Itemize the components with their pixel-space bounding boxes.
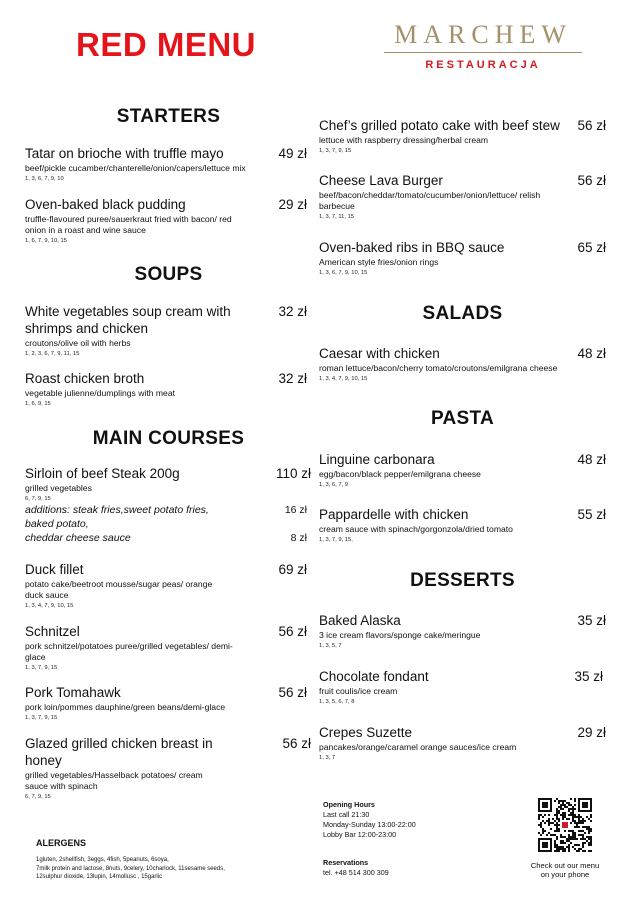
dish-description: pancakes/orange/caramel orange sauces/ice cream bbox=[319, 742, 517, 752]
dish-allergens: 1, 3, 7, 9, 15 bbox=[25, 665, 58, 671]
dish-price: 110 zł bbox=[275, 466, 311, 481]
reservations-title: Reservations bbox=[323, 858, 369, 867]
dish-name: Sirloin of beef Steak 200g bbox=[25, 466, 180, 481]
section-title-main-courses: MAIN COURSES bbox=[92, 428, 245, 449]
allergens-title: ALERGENS bbox=[36, 838, 87, 848]
dish-allergens: 1, 2, 3, 6, 7, 9, 11, 15 bbox=[25, 351, 80, 357]
dish-price: 56 zł bbox=[282, 736, 311, 751]
dish-description: lettuce with raspberry dressing/herbal cream bbox=[319, 135, 489, 145]
dish-description: beef/bacon/cheddar/tomato/cucumber/onion/lettuce/ relish barbecue bbox=[319, 190, 541, 211]
dish-description: grilled vegetables bbox=[25, 483, 92, 493]
dish-item bbox=[25, 303, 307, 358]
additions-block bbox=[25, 503, 307, 545]
dish-price: 56 zł bbox=[577, 173, 606, 188]
allergens-list bbox=[36, 856, 312, 882]
dish-item bbox=[25, 684, 307, 722]
additions-line: additions: steak fries,sweet potato fries, bbox=[25, 504, 209, 516]
dish-price: 56 zł bbox=[577, 118, 606, 133]
dish-price: 65 zł bbox=[577, 240, 606, 255]
dish-name: Pork Tomahawk bbox=[25, 685, 121, 700]
dish-name: Glazed grilled chicken breast in honey bbox=[25, 736, 213, 768]
dish-description: American style fries/onion rings bbox=[319, 257, 439, 267]
dish-price: 56 zł bbox=[278, 624, 307, 639]
dish-item bbox=[319, 451, 606, 489]
dish-allergens: 1, 3, 7, 9, 15, bbox=[319, 537, 353, 543]
dish-item bbox=[319, 239, 606, 277]
dish-name: Oven-baked black pudding bbox=[25, 197, 186, 212]
dish-allergens: 1, 3, 6, 7, 9, 10, 15 bbox=[319, 270, 368, 276]
dish-item bbox=[25, 465, 311, 503]
dish-description: cream sauce with spinach/gorgonzola/dried tomato bbox=[319, 524, 513, 534]
brand-name: MARCHEW bbox=[394, 20, 572, 49]
section-title-pasta: PASTA bbox=[430, 408, 495, 429]
dish-item bbox=[25, 561, 307, 610]
brand-divider bbox=[384, 52, 582, 53]
dish-name: Cheese Lava Burger bbox=[319, 173, 443, 188]
dish-description: truffle-flavoured puree/sauerkraut fried with bacon/ red onion in a roast and wine sauce bbox=[25, 214, 232, 235]
dish-price: 32 zł bbox=[278, 304, 307, 319]
last-call: Last call 21:30 bbox=[323, 810, 370, 819]
dish-price: 35 zł bbox=[574, 669, 603, 684]
brand-subtitle: RESTAURACJA bbox=[425, 59, 541, 71]
qr-code-icon bbox=[538, 798, 592, 852]
dish-description: vegetable julienne/dumplings with meat bbox=[25, 388, 176, 398]
opening-hours bbox=[323, 800, 416, 878]
dish-name: Chef’s grilled potato cake with beef stew bbox=[319, 118, 560, 133]
dish-item bbox=[319, 345, 606, 383]
dish-name: Oven-baked ribs in BBQ sauce bbox=[319, 240, 505, 255]
allergens-line: 7milk protein and lactose, 8nuts, 9celery, 10charlock, 11sesame seeds, bbox=[36, 865, 225, 872]
menu-title: RED MENU bbox=[76, 26, 257, 63]
dish-description: croutons/olive oil with herbs bbox=[25, 338, 131, 348]
dish-allergens: 1, 3, 6, 7, 9 bbox=[319, 482, 349, 488]
allergens-line: 12sulphur dioxide, 13lupin, 14mollusc , 15garlic bbox=[36, 874, 163, 880]
dish-item bbox=[25, 196, 307, 245]
dish-price: 48 zł bbox=[577, 452, 606, 467]
dish-description: beef/pickle cucamber/chanterelle/onion/capers/lettuce mix bbox=[25, 163, 246, 173]
dish-allergens: 1, 3, 6, 7, 9, 10 bbox=[25, 176, 64, 182]
additions-price: 16 zł bbox=[284, 504, 307, 516]
dish-allergens: 1, 3, 4, 7, 9, 10, 15 bbox=[319, 376, 368, 382]
dish-allergens: 1, 3, 7, 9, 15 bbox=[319, 148, 352, 154]
dish-name: Caesar with chicken bbox=[319, 346, 440, 361]
dish-name: Tatar on brioche with truffle mayo bbox=[25, 146, 224, 161]
allergens-legend bbox=[36, 838, 312, 882]
dish-allergens: 1, 3, 5, 7 bbox=[319, 643, 342, 649]
dish-name: Pappardelle with chicken bbox=[319, 507, 469, 522]
section-title-soups: SOUPS bbox=[134, 264, 203, 285]
dish-allergens: 1, 3, 7 bbox=[319, 755, 336, 761]
additions-price: 8 zł bbox=[290, 532, 307, 544]
opening-hours-title: Opening Hours bbox=[323, 800, 375, 809]
dish-item bbox=[319, 506, 606, 544]
dish-item bbox=[319, 172, 606, 221]
dish-description: 3 ice cream flavors/sponge cake/meringue bbox=[319, 630, 481, 640]
qr-caption-line: Check out our menu bbox=[530, 861, 600, 870]
dish-allergens: 1, 3, 7, 11, 15 bbox=[319, 214, 355, 220]
dish-description: fruit coulis/ice cream bbox=[319, 686, 398, 696]
dish-price: 56 zł bbox=[278, 685, 307, 700]
reservations-phone: tel. +48 514 300 309 bbox=[323, 868, 389, 877]
dish-item bbox=[319, 724, 606, 762]
dish-item bbox=[319, 612, 606, 650]
section-title-desserts: DESSERTS bbox=[410, 570, 515, 591]
dish-item bbox=[25, 623, 307, 672]
dish-description: egg/bacon/black pepper/emilgrana cheese bbox=[319, 469, 481, 479]
dish-price: 55 zł bbox=[577, 507, 606, 522]
dish-name: Chocolate fondant bbox=[319, 669, 429, 684]
dish-description: pork schnitzel/potatoes puree/grilled vegetables/ demi-glace bbox=[25, 641, 233, 662]
dish-name: Crepes Suzette bbox=[319, 725, 413, 740]
dish-price: 29 zł bbox=[577, 725, 606, 740]
qr-code[interactable] bbox=[538, 798, 592, 852]
dish-name: Schnitzel bbox=[25, 624, 80, 639]
hours-weekly: Monday-Sunday 13:00-22:00 bbox=[323, 820, 416, 829]
additions-line: cheddar cheese sauce bbox=[25, 532, 131, 544]
dish-allergens: 1, 6, 7, 9, 10, 15 bbox=[25, 238, 67, 244]
dish-item bbox=[25, 735, 311, 801]
qr-caption bbox=[520, 862, 610, 879]
dish-item bbox=[319, 117, 606, 155]
dish-allergens: 1, 6, 9, 15 bbox=[25, 401, 51, 407]
dish-name: White vegetables soup cream with shrimps and chicken bbox=[25, 304, 231, 336]
section-title-salads: SALADS bbox=[422, 303, 503, 324]
dish-price: 32 zł bbox=[278, 371, 307, 386]
hours-lobby-bar: Lobby Bar 12:00-23:00 bbox=[323, 830, 397, 839]
dish-description: pork loin/pommes dauphine/green beans/demi-glace bbox=[25, 702, 226, 712]
dish-item bbox=[319, 668, 603, 706]
dish-description: roman lettuce/bacon/cherry tomato/croutons/emilgrana cheese bbox=[319, 363, 558, 373]
dish-price: 48 zł bbox=[577, 346, 606, 361]
dish-allergens: 6, 7, 9, 15 bbox=[25, 794, 51, 800]
section-title-starters: STARTERS bbox=[116, 106, 221, 127]
qr-caption-line: on your phone bbox=[540, 869, 590, 879]
dish-name: Linguine carbonara bbox=[319, 452, 435, 467]
dish-price: 49 zł bbox=[278, 146, 307, 161]
brand-logo bbox=[376, 20, 590, 71]
dish-allergens: 1, 3, 4, 7, 9, 10, 15 bbox=[25, 603, 74, 609]
dish-item bbox=[25, 370, 307, 408]
dish-price: 29 zł bbox=[278, 197, 307, 212]
allergens-line: 1gluten, 2shellfish, 3eggs, 4fish, 5peanuts, 6soya, bbox=[36, 857, 169, 863]
dish-allergens: 1, 3, 5, 6, 7, 8 bbox=[319, 699, 355, 705]
dish-price: 69 zł bbox=[278, 562, 307, 577]
dish-description: grilled vegetables/Hasselback potatoes/ cream sauce with spinach bbox=[25, 770, 203, 791]
dish-price: 35 zł bbox=[577, 613, 606, 628]
dish-description: potato cake/beetroot mousse/sugar peas/ orange duck sauce bbox=[25, 579, 213, 600]
additions-line: baked potato, bbox=[25, 518, 89, 530]
dish-allergens: 6, 7, 9, 15 bbox=[25, 496, 51, 502]
dish-name: Baked Alaska bbox=[319, 613, 401, 628]
dish-item bbox=[25, 145, 307, 183]
dish-allergens: 1, 3, 7, 9, 15 bbox=[25, 715, 58, 721]
dish-name: Roast chicken broth bbox=[25, 371, 145, 386]
dish-name: Duck fillet bbox=[25, 562, 84, 577]
